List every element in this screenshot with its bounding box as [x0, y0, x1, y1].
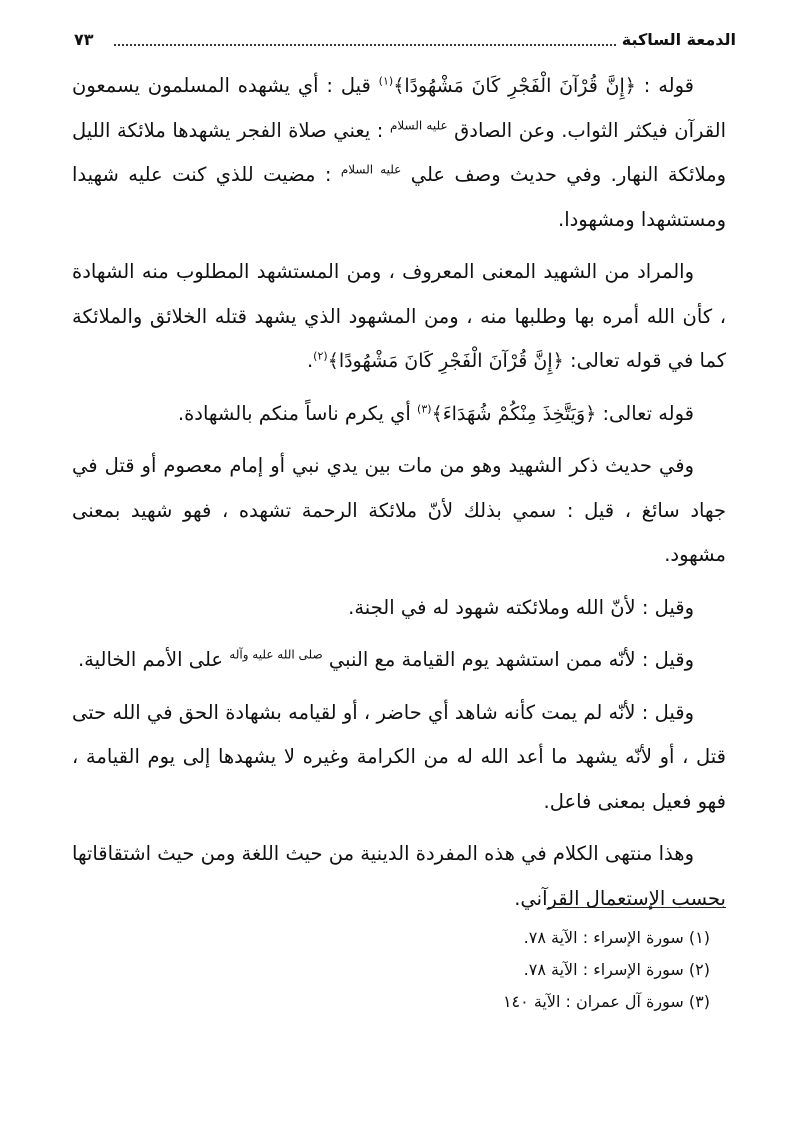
footnote-separator — [548, 907, 726, 908]
quran-verse-2: ﴿إِنَّ قُرْآنَ الْفَجْرِ كَانَ مَشْهُودًا﴾ — [327, 350, 564, 372]
footnotes — [200, 922, 710, 1018]
header-dotted-leader — [114, 44, 616, 46]
paragraph-5: وقيل : لأنّ الله وملائكته شهود له في الجنة. — [348, 595, 694, 619]
page-number: ٧٣ — [74, 30, 94, 49]
running-title: الدمعة الساكبة — [621, 30, 736, 49]
footnote-ref-2: (٢) — [313, 349, 328, 363]
paragraph-4: وفي حديث ذكر الشهيد وهو من مات بين يدي نبي أو إمام معصوم أو قتل في جهاد سائغ ، قيل : سمي بذلك لأنّ ملائكة الرحمة تشهده ، فهو شهيد بمعنى مشهود. — [72, 454, 726, 566]
paragraph-3 — [72, 392, 726, 437]
running-header — [74, 30, 736, 54]
quran-verse-1: ﴿إِنَّ قُرْآنَ الْفَجْرِ كَانَ مَشْهُودًا﴾ — [393, 75, 636, 97]
paragraph-8: وهذا منتهى الكلام في هذه المفردة الدينية من حيث اللغة ومن حيث اشتقاقاتها بحسب الإستعمال القرآني. — [72, 842, 726, 910]
paragraph-1 — [72, 64, 726, 242]
paragraph-1-text: قيل : أي يشهده المسلمون يسمعون القرآن فيكثر الثواب. وعن الصادق — [72, 74, 726, 142]
honorific-mark: صلى الله عليه وآله — [229, 647, 323, 662]
footnote-ref-1: (١) — [378, 74, 394, 88]
paragraph-7: وقيل : لأنّه لم يمت كأنه شاهد أي حاضر ، أو لقيامه بشهادة الحق في الله حتى قتل ، أو لأنّه يشهد ما أعد الله له من الكرامة وغيره لا يشهدها إلى يوم القيامة ، فهو فعيل بمعنى فاعل. — [72, 700, 726, 813]
paragraph-2-text: والمراد من الشهيد المعنى المعروف ، ومن المستشهد المطلوب منه الشهادة ، كأن الله أمره بها وطلبها منه ، ومن المشهود الذي يشهد قتله الخلائق والملائكة كما في قوله تعالى: — [72, 260, 726, 372]
footnote-ref-3: (٣) — [417, 402, 432, 415]
body-text — [72, 64, 726, 929]
footnote-1: (١) سورة الإسراء : الآية ٧٨. — [523, 928, 710, 947]
footnote-3: (٣) سورة آل عمران : الآية ١٤٠ — [502, 992, 710, 1011]
honorific-mark: عليه السلام — [389, 118, 448, 132]
paragraph-1-text-3: : مضيت للذي كنت عليه شهيدا ومستشهدا ومشهودا. — [72, 163, 726, 231]
paragraph-3-text: أي يكرم ناساً منكم بالشهادة. — [177, 401, 418, 425]
paragraph-2-end: . — [306, 349, 314, 372]
quran-verse-3: ﴿وَيَتَّخِذَ مِنْكُمْ شُهَدَاءَ﴾ — [431, 402, 597, 425]
honorific-mark: عليه السلام — [340, 162, 402, 177]
paragraph-6-text: وقيل : لأنّه ممن استشهد يوم القيامة مع النبي — [322, 648, 694, 671]
paragraph-3-lead: قوله تعالى: — [596, 401, 694, 425]
footnote-2: (٢) سورة الإسراء : الآية ٧٨. — [523, 960, 710, 979]
paragraph-6-text-2: على الأمم الخالية. — [77, 648, 230, 671]
paragraph-1-lead: قوله : — [635, 74, 694, 97]
paragraph-2 — [72, 250, 726, 384]
paragraph-1-text-2: : يعني صلاة الفجر يشهدها ملائكة الليل وملائكة النهار. وفي حديث وصف علي — [72, 118, 726, 186]
paragraph-6 — [72, 638, 726, 683]
